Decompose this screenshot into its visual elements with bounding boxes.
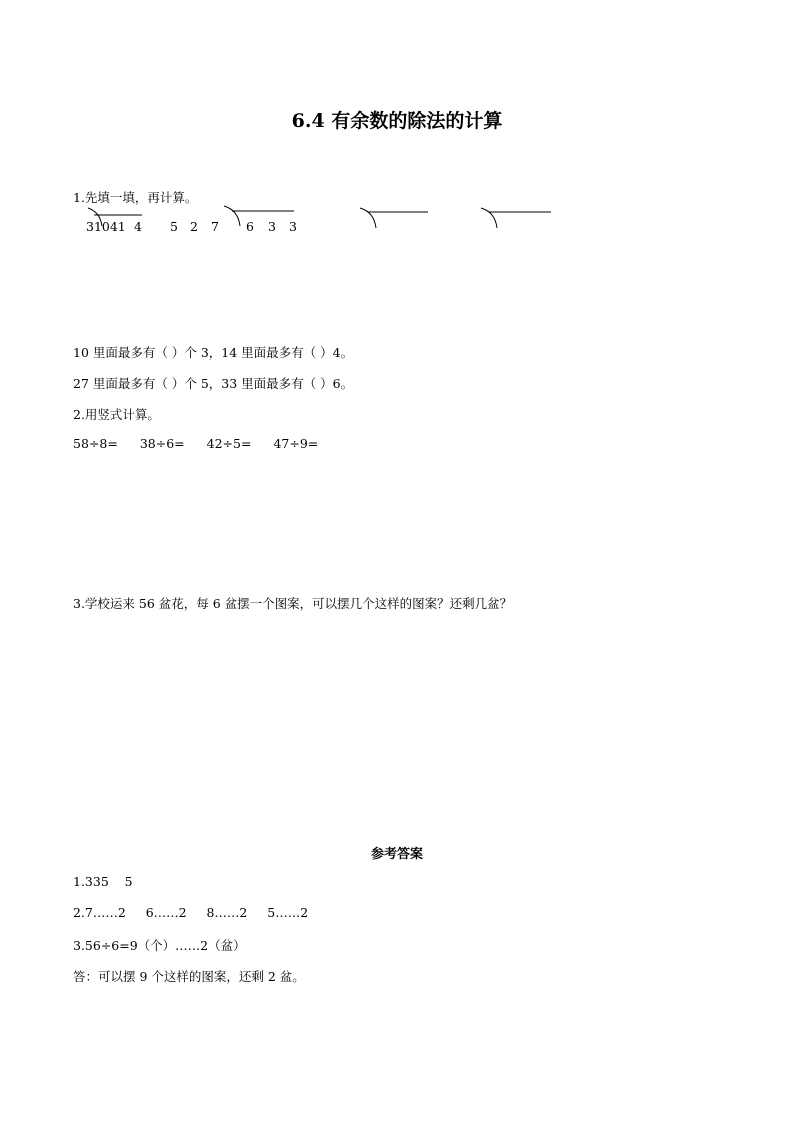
division-digit: 6 bbox=[246, 219, 254, 234]
answer-line-3: 3.56÷6=9（个）……2（盆） bbox=[73, 938, 246, 953]
division-bracket-2 bbox=[224, 204, 296, 230]
division-digit: 5 bbox=[170, 219, 178, 234]
question-2-prompt: 2.用竖式计算。 bbox=[73, 407, 160, 422]
division-problem: 47÷9= bbox=[273, 436, 319, 451]
division-problem: 42÷5= bbox=[206, 436, 252, 451]
division-digit: 2 bbox=[190, 219, 198, 234]
division-problem: 38÷6= bbox=[139, 436, 185, 451]
answer-line-1: 1.335 5 bbox=[73, 874, 133, 889]
division-bracket-3 bbox=[360, 206, 430, 230]
division-problem: 58÷8= bbox=[73, 436, 118, 451]
division-digit: 4 bbox=[134, 219, 142, 234]
question-3-text: 3.学校运来 56 盆花，每 6 盆摆一个图案，可以摆几个这样的图案？还剩几盆？ bbox=[73, 596, 513, 611]
division-digit: 3 bbox=[289, 219, 297, 234]
question-1-prompt: 1.先填一填，再计算。 bbox=[73, 190, 198, 205]
answer-line-2: 2.7……2 6……2 8……2 5……2 bbox=[73, 905, 309, 920]
division-digit: 3 bbox=[268, 219, 276, 234]
division-bracket-4 bbox=[481, 206, 553, 230]
division-digit: 7 bbox=[211, 219, 219, 234]
page-title: 6.4 有余数的除法的计算 bbox=[291, 110, 503, 132]
question-2-problems bbox=[73, 436, 340, 451]
division-digit: 31041 bbox=[86, 219, 126, 234]
fill-in-line-1: 10 里面最多有（ ）个 3，14 里面最多有（ ）4。 bbox=[73, 345, 354, 360]
answer-line-4: 答：可以摆 9 个这样的图案，还剩 2 盆。 bbox=[73, 969, 305, 984]
answers-title: 参考答案 bbox=[370, 847, 423, 862]
fill-in-line-2: 27 里面最多有（ ）个 5，33 里面最多有（ ）6。 bbox=[73, 376, 354, 391]
